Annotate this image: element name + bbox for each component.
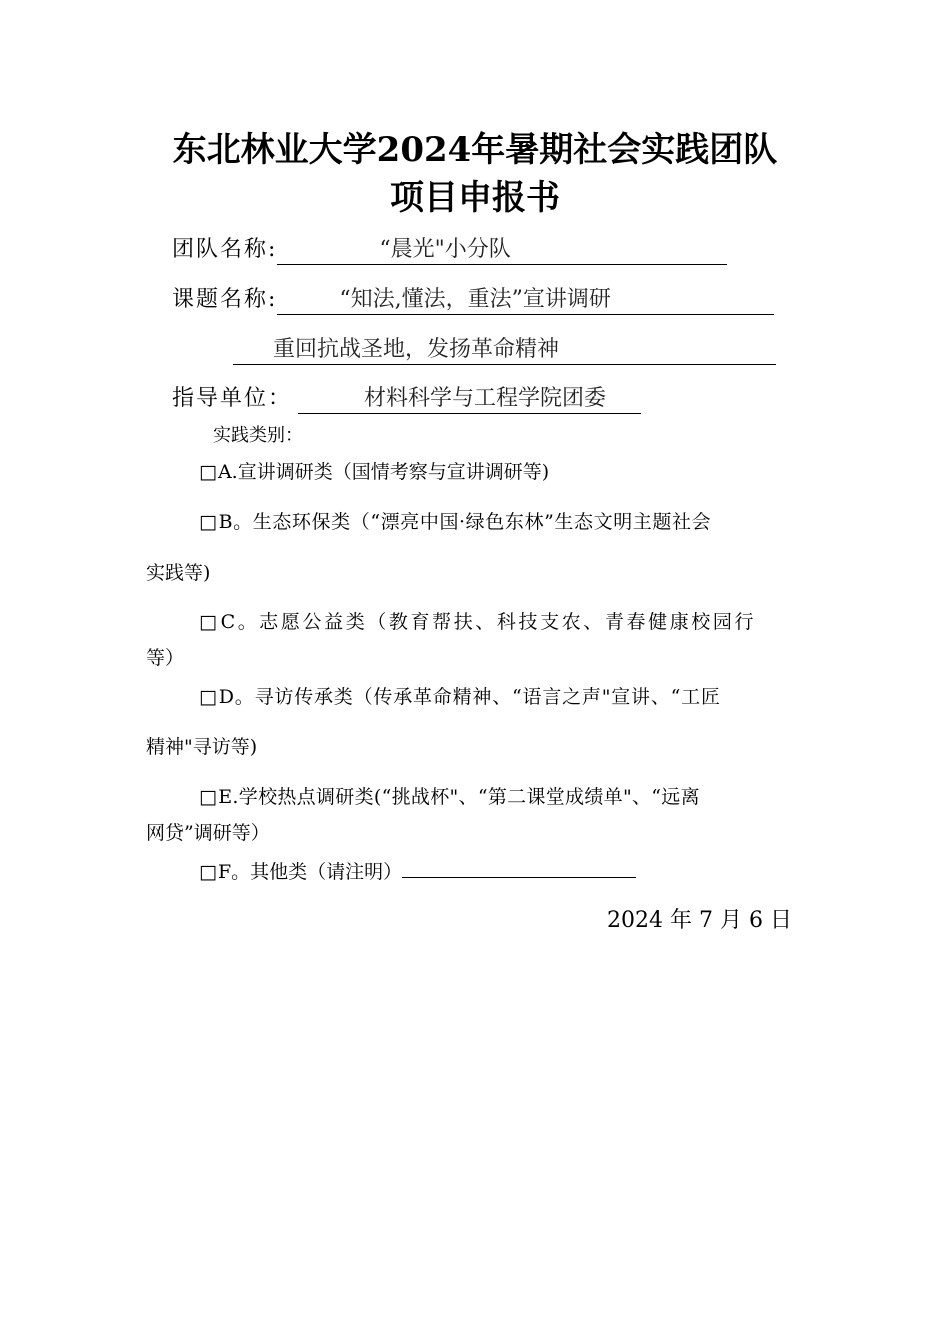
option-a-text: A.宣讲调研类（国情考察与宣讲调研等) bbox=[217, 461, 550, 483]
category-label: 实践类别： bbox=[213, 425, 303, 446]
option-f[interactable] bbox=[199, 857, 636, 885]
option-b-continued: 实践等) bbox=[146, 562, 211, 584]
topic-name-field-line-1[interactable]: “知法,懂法，重法”宣讲调研 bbox=[277, 287, 774, 315]
checkbox-icon[interactable]: □ bbox=[199, 786, 218, 808]
topic-name-field-line-2[interactable]: 重回抗战圣地，发扬革命精神 bbox=[233, 337, 776, 365]
topic-name-row-2 bbox=[233, 335, 776, 365]
team-name-row bbox=[172, 235, 727, 265]
checkbox-icon[interactable]: □ bbox=[199, 861, 217, 883]
option-d-continued: 精神"寻访等) bbox=[146, 736, 258, 758]
form-title-line-2: 项目申报书 bbox=[390, 178, 560, 218]
option-e-text: E.学校热点调研类(“挑战杯"、“第二课堂成绩单"、“远离 bbox=[218, 786, 700, 808]
topic-name-label: 课题名称: bbox=[172, 287, 278, 312]
date-text: 2024 年 7 月 6 日 bbox=[607, 908, 792, 933]
option-b[interactable] bbox=[199, 509, 711, 535]
form-title-line-1: 东北林业大学2024年暑期社会实践团队 bbox=[172, 130, 778, 170]
checkbox-icon[interactable]: □ bbox=[199, 511, 218, 533]
option-c-text: C。志愿公益类（教育帮扶、科技支农、青春健康校园行 bbox=[220, 611, 757, 633]
checkbox-icon[interactable]: □ bbox=[199, 461, 217, 483]
advisor-field[interactable]: 材料科学与工程学院团委 bbox=[298, 386, 641, 414]
option-a[interactable] bbox=[199, 459, 549, 485]
option-d-text: D。寻访传承类（传承革命精神、“语言之声"宣讲、“工匠 bbox=[218, 686, 721, 708]
advisor-label: 指导单位： bbox=[172, 386, 293, 411]
option-b-text: B。生态环保类（“漂亮中国·绿色东林”生态文明主题社会 bbox=[218, 511, 712, 533]
option-e-continued: 网贷”调研等） bbox=[146, 822, 270, 844]
option-f-text: F。其他类（请注明） bbox=[217, 861, 403, 883]
option-f-blank-field[interactable] bbox=[402, 857, 636, 878]
topic-name-row bbox=[172, 285, 774, 315]
checkbox-icon[interactable]: □ bbox=[199, 686, 218, 708]
option-d[interactable] bbox=[199, 684, 721, 710]
option-e[interactable] bbox=[199, 784, 700, 810]
team-name-label: 团队名称: bbox=[172, 237, 278, 262]
option-c-continued: 等） bbox=[146, 647, 185, 669]
advisor-row bbox=[172, 384, 641, 414]
team-name-field[interactable]: “晨光"小分队 bbox=[277, 237, 727, 265]
checkbox-icon[interactable]: □ bbox=[199, 611, 220, 633]
option-c[interactable] bbox=[199, 609, 756, 635]
